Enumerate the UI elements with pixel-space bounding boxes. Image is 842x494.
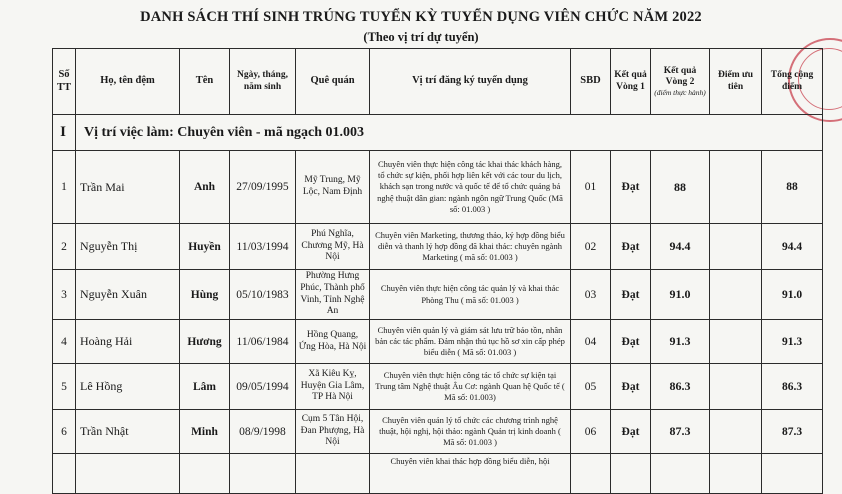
row-round1: Đạt	[611, 151, 651, 224]
row-position: Chuyên viên thực hiện công tác tổ chức sự kiện tại Trung tâm Nghệ thuật Âu Cơ: ngành Quan hệ Quốc tế ( Mã số: 01.003)	[370, 364, 571, 410]
row-priority	[710, 364, 762, 410]
row-priority	[710, 270, 762, 320]
row-hometown: Hồng Quang, Ứng Hòa, Hà Nội	[296, 320, 370, 364]
row-position: Chuyên viên Marketing, thương thảo, ký hợp đồng biểu diễn và thanh lý hợp đồng đã khai thác: chuyên ngành Marketing ( mã số: 01.003 )	[370, 224, 571, 270]
row-sbd: 03	[571, 270, 611, 320]
row-last-name: Lê Hồng	[76, 364, 180, 410]
row-last-name: Trần Nhật	[76, 410, 180, 454]
header-total: Tổng cộng điểm	[762, 49, 823, 115]
section-roman: I	[53, 115, 76, 151]
row-last-name: Nguyễn Xuân	[76, 270, 180, 320]
row-total: 88	[762, 151, 823, 224]
row-last-name: Nguyễn Thị	[76, 224, 180, 270]
row-total: 91.0	[762, 270, 823, 320]
row-priority	[710, 224, 762, 270]
row-position: Chuyên viên khai thác hợp đồng biểu diễn, hội	[370, 454, 571, 494]
row-sbd: 06	[571, 410, 611, 454]
table-row	[53, 364, 823, 410]
row-sbd: 02	[571, 224, 611, 270]
row-stt: 2	[53, 224, 76, 270]
row-stt: 5	[53, 364, 76, 410]
header-hometown: Quê quán	[296, 49, 370, 115]
row-position: Chuyên viên quản lý tổ chức các chương trình nghệ thuật, hội nghị, hội thảo: ngành Quản trị kinh doanh ( Mã số: 01.003 )	[370, 410, 571, 454]
header-sbd: SBD	[571, 49, 611, 115]
row-priority	[710, 320, 762, 364]
row-hometown: Phường Hưng Phúc, Thành phố Vinh, Tỉnh Nghệ An	[296, 270, 370, 320]
row-dob: 05/10/1983	[230, 270, 296, 320]
header-round1: Kết quả Vòng 1	[611, 49, 651, 115]
row-last-name: Trần Mai	[76, 151, 180, 224]
row-sbd: 05	[571, 364, 611, 410]
table-row	[53, 224, 823, 270]
header-round2	[651, 49, 710, 115]
header-priority: Điểm ưu tiên	[710, 49, 762, 115]
row-hometown: Cụm 5 Tân Hội, Đan Phượng, Hà Nội	[296, 410, 370, 454]
row-stt: 1	[53, 151, 76, 224]
row-round2: 87.3	[651, 410, 710, 454]
row-stt: 3	[53, 270, 76, 320]
row-total: 86.3	[762, 364, 823, 410]
row-first-name: Anh	[180, 151, 230, 224]
row-round2: 94.4	[651, 224, 710, 270]
row-round1: Đạt	[611, 270, 651, 320]
section-row	[53, 115, 823, 151]
row-first-name: Lâm	[180, 364, 230, 410]
row-position: Chuyên viên quản lý và giám sát lưu trữ bảo tồn, nhân bản các tác phẩm. Đảm nhận thủ tục hồ sơ xin cấp phép biểu diễn ( Mã số: 01.003 )	[370, 320, 571, 364]
row-round2: 88	[651, 151, 710, 224]
row-priority	[710, 410, 762, 454]
row-first-name: Minh	[180, 410, 230, 454]
row-round1: Đạt	[611, 224, 651, 270]
document-subtitle: (Theo vị trí dự tuyển)	[363, 30, 479, 44]
row-first-name: Hùng	[180, 270, 230, 320]
header-stt: Số TT	[53, 49, 76, 115]
candidate-table	[52, 48, 823, 494]
row-first-name: Hương	[180, 320, 230, 364]
row-round2: 91.0	[651, 270, 710, 320]
table-row	[53, 270, 823, 320]
row-hometown: Phú Nghĩa, Chương Mỹ, Hà Nội	[296, 224, 370, 270]
row-stt: 6	[53, 410, 76, 454]
table-row	[53, 151, 823, 224]
row-round1: Đạt	[611, 320, 651, 364]
row-round1: Đạt	[611, 364, 651, 410]
row-stt: 4	[53, 320, 76, 364]
row-total: 94.4	[762, 224, 823, 270]
table-row	[53, 320, 823, 364]
header-dob: Ngày, tháng, năm sinh	[230, 49, 296, 115]
row-hometown: Mỹ Trung, Mỹ Lộc, Nam Định	[296, 151, 370, 224]
row-dob: 11/03/1994	[230, 224, 296, 270]
row-sbd: 04	[571, 320, 611, 364]
row-priority	[710, 151, 762, 224]
row-total: 87.3	[762, 410, 823, 454]
row-sbd: 01	[571, 151, 611, 224]
row-round2: 91.3	[651, 320, 710, 364]
row-dob: 27/09/1995	[230, 151, 296, 224]
header-position: Vị trí đăng ký tuyển dụng	[370, 49, 571, 115]
row-dob: 08/9/1998	[230, 410, 296, 454]
row-dob: 11/06/1984	[230, 320, 296, 364]
document-title: DANH SÁCH THÍ SINH TRÚNG TUYỂN KỲ TUYỂN DỤNG VIÊN CHỨC NĂM 2022	[140, 9, 702, 25]
row-position: Chuyên viên thực hiện công tác quản lý và khai thác Phòng Thu ( mã số: 01.003 )	[370, 270, 571, 320]
header-round2-label: Kết quả Vòng 2	[663, 65, 697, 88]
row-total: 91.3	[762, 320, 823, 364]
header-last-name: Họ, tên đệm	[76, 49, 180, 115]
row-round2: 86.3	[651, 364, 710, 410]
row-last-name: Hoàng Hải	[76, 320, 180, 364]
row-first-name: Huyền	[180, 224, 230, 270]
row-dob: 09/05/1994	[230, 364, 296, 410]
header-round2-note: (điểm thực hành)	[654, 87, 706, 97]
row-hometown: Xã Kiêu Kỵ, Huyện Gia Lâm, TP Hà Nội	[296, 364, 370, 410]
row-round1: Đạt	[611, 410, 651, 454]
table-header-row	[53, 49, 823, 115]
header-first-name: Tên	[180, 49, 230, 115]
row-position: Chuyên viên thực hiện công tác khai thác khách hàng, tổ chức sự kiện, phối hợp liên kết với các tour du lịch, khách sạn trong nước và quốc tế để tổ chức quảng bá nghệ thuật dân gian: ngành ngôn ngữ Trung Quốc (Mã số: 01.003 )	[370, 151, 571, 224]
section-label: Vị trí việc làm: Chuyên viên - mã ngạch 01.003	[76, 115, 823, 151]
table-row	[53, 410, 823, 454]
